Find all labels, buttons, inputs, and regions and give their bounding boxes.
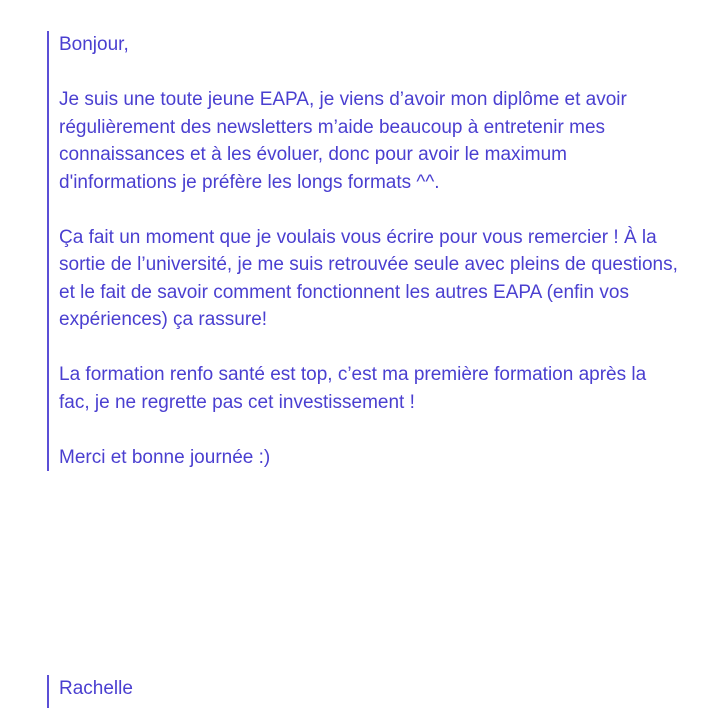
- paragraph-spacer: [59, 334, 679, 362]
- closing-text: Merci et bonne journée :): [59, 446, 271, 468]
- paragraph-spacer: [59, 59, 679, 87]
- signature-block: [47, 675, 259, 708]
- paragraph-spacer: [59, 416, 679, 444]
- paragraph-spacer: [59, 196, 679, 224]
- signature-text: Rachelle: [59, 678, 133, 699]
- quoted-message: [47, 31, 679, 471]
- message-paragraph-3: La formation renfo santé est top, c’est ma première formation après la fac, je ne regrette pas cet investissement !: [59, 364, 647, 413]
- greeting-text: Bonjour,: [59, 34, 129, 55]
- message-paragraph-2: Ça fait un moment que je voulais vous écrire pour vous remercier ! À la sortie de l’université, je me suis retrouvée seule avec pleins de questions, et le fait de savoir comment fonctionnent les autres EAPA (enfin vos expériences) ça rassure!: [59, 226, 678, 330]
- message-paragraph-1: Je suis une toute jeune EAPA, je viens d’avoir mon diplôme et avoir régulièrement des newsletters m’aide beaucoup à entretenir mes connaissances et à les évoluer, donc pour avoir le maximum d'informations je préfère les longs formats ^^.: [59, 89, 627, 193]
